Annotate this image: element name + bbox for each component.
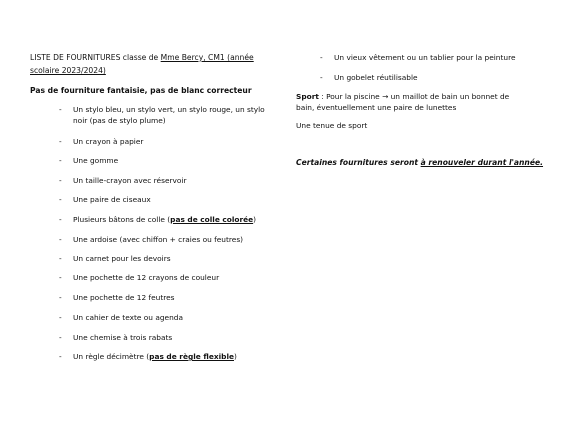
note-plain: Certaines fournitures seront	[296, 158, 421, 167]
title-plain: LISTE DE FOURNITURES classe de	[30, 53, 161, 62]
note-underlined: à renouveler durant l'année.	[420, 158, 544, 167]
bullet-dash: -	[59, 156, 62, 165]
item-label: Une ardoise (avec chiffon + craies ou feutres)	[73, 235, 244, 244]
list-item-text	[73, 292, 273, 303]
title-underlined: Mme Bercy, CM1 (année scolaire 2023/2024)	[30, 53, 254, 75]
subtitle: Pas de fourniture fantaisie, pas de blanc correcteur	[30, 86, 252, 95]
item-label: Une gomme	[73, 156, 119, 165]
item-label: Un stylo bleu, un stylo vert, un stylo rouge, un stylo noir (pas de stylo plume)	[73, 105, 265, 125]
bullet-dash: -	[59, 313, 62, 322]
bullet-dash: -	[59, 176, 62, 185]
bullet-dash: -	[59, 293, 62, 302]
list-item-text: Un règle décimètre (pas de règle flexible)	[73, 352, 237, 361]
list-item-text	[73, 194, 273, 205]
item-label: Un cahier de texte ou agenda	[73, 313, 184, 322]
item-label: Plusieurs bâtons de colle	[73, 215, 168, 224]
list-item-text	[73, 253, 273, 264]
list-item-text: Un gobelet réutilisable	[334, 73, 418, 82]
item-label: Une pochette de 12 feutres	[73, 293, 175, 302]
bullet-dash: -	[59, 137, 62, 146]
bullet-dash: -	[320, 73, 323, 82]
item-label: Un carnet pour les devoirs	[73, 254, 171, 263]
list-item-text	[73, 332, 273, 343]
item-label: Un taille-crayon avec réservoir	[73, 176, 187, 185]
bullet-dash: -	[59, 195, 62, 204]
sport-paragraph	[296, 91, 516, 113]
list-item-text	[73, 272, 273, 283]
bullet-dash: -	[59, 235, 62, 244]
sport-label: Sport	[296, 92, 319, 101]
bullet-dash: -	[59, 273, 62, 282]
list-item-text	[73, 312, 273, 323]
list-item-text: Plusieurs bâtons de colle (pas de colle colorée)	[73, 215, 257, 224]
bullet-dash: -	[59, 254, 62, 263]
list-title	[30, 51, 270, 77]
item-label: Une paire de ciseaux	[73, 195, 151, 204]
item-label: Une chemise à trois rabats	[73, 333, 173, 342]
sport-text: : Pour la piscine → un maillot de bain un bonnet de bain, éventuellement une paire de lunettes	[296, 92, 510, 112]
list-item-text	[73, 104, 273, 126]
list-item-text	[73, 136, 273, 147]
item-label: Un règle décimètre	[73, 352, 147, 361]
renewal-note	[296, 158, 543, 167]
list-item-text	[73, 175, 273, 186]
bullet-dash: -	[59, 215, 62, 224]
item-label: Une pochette de 12 crayons de couleur	[73, 273, 220, 282]
item-emphasis: pas de colle colorée	[170, 215, 254, 224]
item-emphasis: pas de règle flexible	[149, 352, 234, 361]
list-item-text	[73, 155, 273, 166]
sport-outfit: Une tenue de sport	[296, 121, 368, 130]
item-label: Un crayon à papier	[73, 137, 144, 146]
list-item-text: Un vieux vêtement ou un tablier pour la peinture	[334, 53, 516, 62]
bullet-dash: -	[59, 333, 62, 342]
bullet-dash: -	[59, 352, 62, 361]
bullet-dash: -	[320, 53, 323, 62]
bullet-dash: -	[59, 105, 62, 114]
list-item-text	[73, 234, 273, 245]
